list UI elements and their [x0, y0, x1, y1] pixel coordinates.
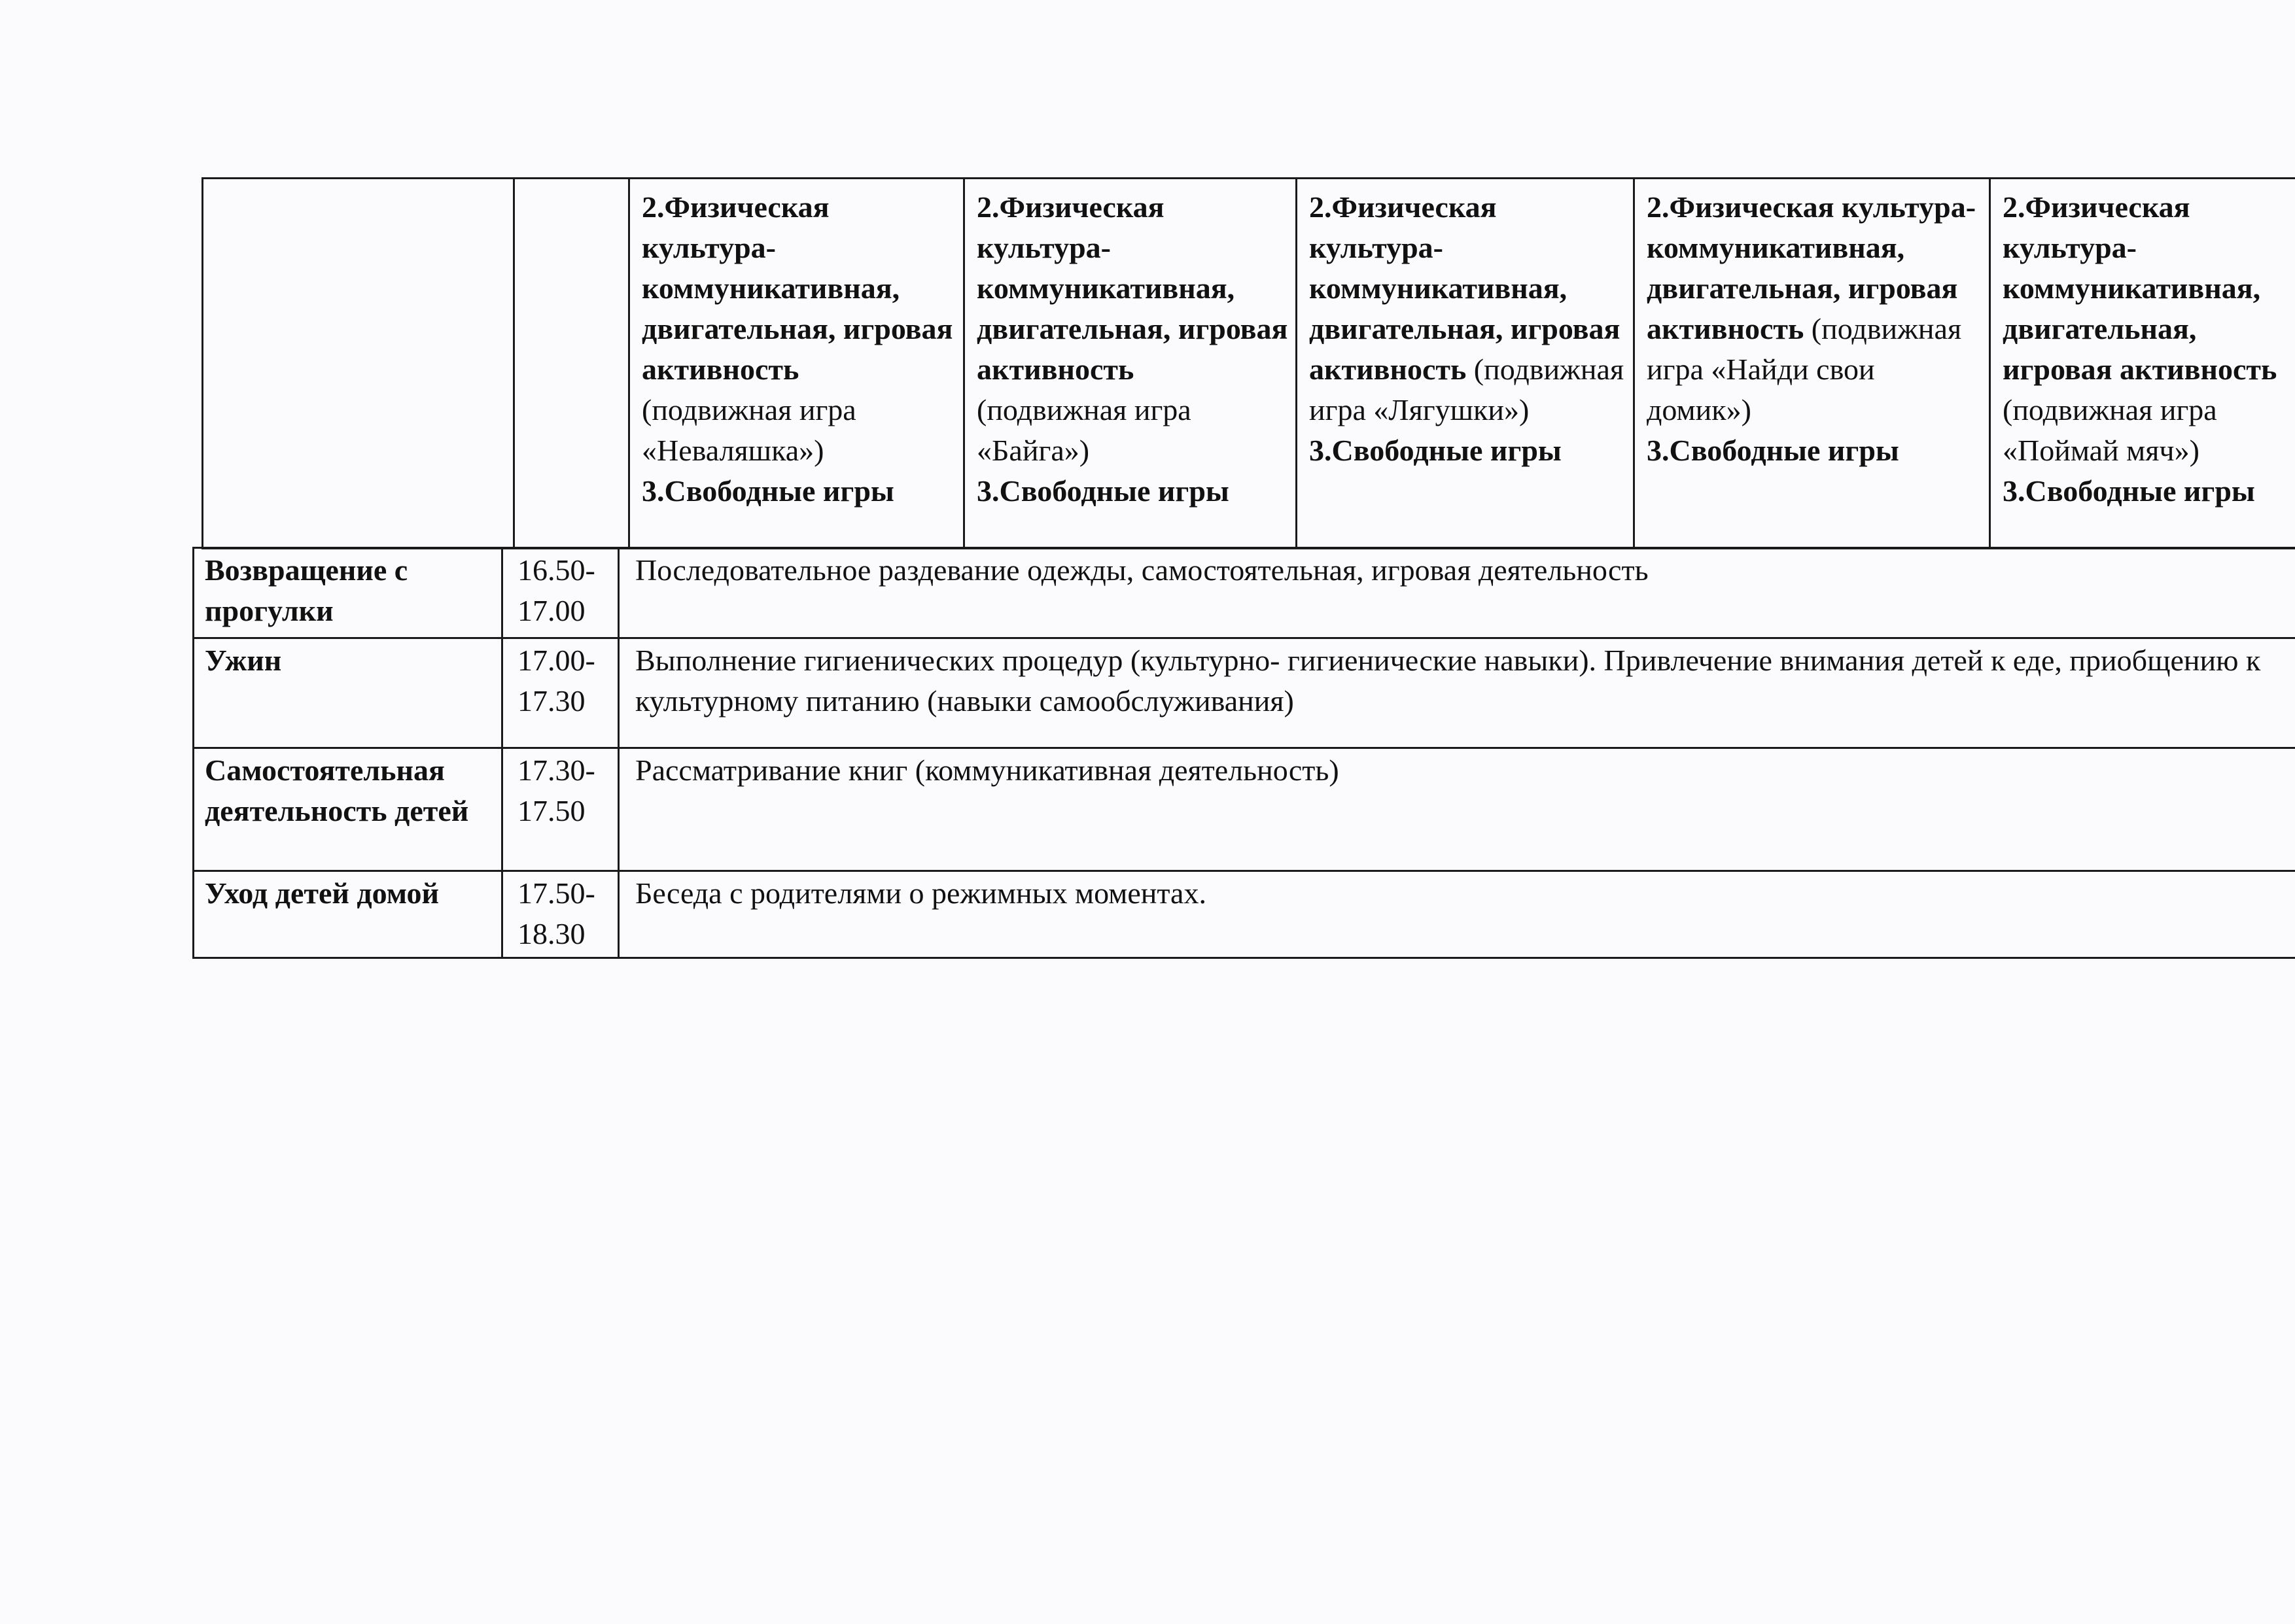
activity-heading: 2.Физическая культура- коммуникативная, двигательная, игровая активность	[2003, 190, 2277, 386]
game-name: (подвижная игра «Найди свои домик»)	[1647, 312, 1962, 426]
stage-cell-empty	[203, 179, 514, 549]
free-play-label: 3.Свободные игры	[642, 474, 894, 508]
schedule-table	[192, 547, 2295, 959]
stage-cell: Уход детей домой	[194, 871, 502, 958]
time-cell: 16.50- 17.00	[502, 548, 619, 638]
activity-cell-day-2	[964, 179, 1297, 549]
free-play-label: 3.Свободные игры	[2003, 474, 2255, 508]
description-cell: Выполнение гигиенических процедур (культурно- гигиенические навыки). Привлечение внимания детей к еде, приобщению к культурному питанию (навыки самообслуживания)	[619, 638, 2295, 748]
game-name: (подвижная игра «Неваляшка»)	[642, 393, 856, 467]
activity-cell-day-3	[1297, 179, 1634, 549]
activity-heading: 2.Физическая культура- коммуникативная, двигательная, игровая активность	[1647, 190, 1976, 345]
activity-heading: 2.Физическая культура- коммуникативная, двигательная, игровая активность	[642, 190, 953, 386]
activity-heading: 2.Физическая культура- коммуникативная, двигательная, игровая активность	[977, 190, 1288, 386]
description-cell: Рассматривание книг (коммуникативная деятельность)	[619, 748, 2295, 871]
free-play-label: 3.Свободные игры	[977, 474, 1229, 508]
free-play-label: 3.Свободные игры	[1309, 434, 1562, 467]
activity-table	[201, 177, 2295, 549]
time-cell: 17.30- 17.50	[502, 748, 619, 871]
activity-cell-day-1	[629, 179, 964, 549]
description-cell: Беседа с родителями о режимных моментах.	[619, 871, 2295, 958]
description-cell: Последовательное раздевание одежды, самостоятельная, игровая деятельность	[619, 548, 2295, 638]
stage-cell: Самостоятельная деятельность детей	[194, 748, 502, 871]
schedule-row	[194, 548, 2295, 638]
schedule-row	[194, 748, 2295, 871]
stage-cell: Ужин	[194, 638, 502, 748]
game-name: (подвижная игра «Байга»)	[977, 393, 1191, 467]
time-cell: 17.00- 17.30	[502, 638, 619, 748]
free-play-label: 3.Свободные игры	[1647, 434, 1899, 467]
game-name: (подвижная игра «Поймай мяч»)	[2003, 393, 2217, 467]
activity-cell-day-4	[1634, 179, 1990, 549]
schedule-row	[194, 871, 2295, 958]
activity-row	[203, 179, 2295, 549]
stage-cell: Возвращение с прогулки	[194, 548, 502, 638]
game-name: (подвижная игра «Лягушки»)	[1309, 353, 1624, 426]
time-cell-empty	[514, 179, 629, 549]
activity-heading: 2.Физическая культура- коммуникативная, двигательная, игровая активность	[1309, 190, 1621, 386]
time-cell: 17.50- 18.30	[502, 871, 619, 958]
schedule-row	[194, 638, 2295, 748]
activity-cell-day-5	[1990, 179, 2295, 549]
